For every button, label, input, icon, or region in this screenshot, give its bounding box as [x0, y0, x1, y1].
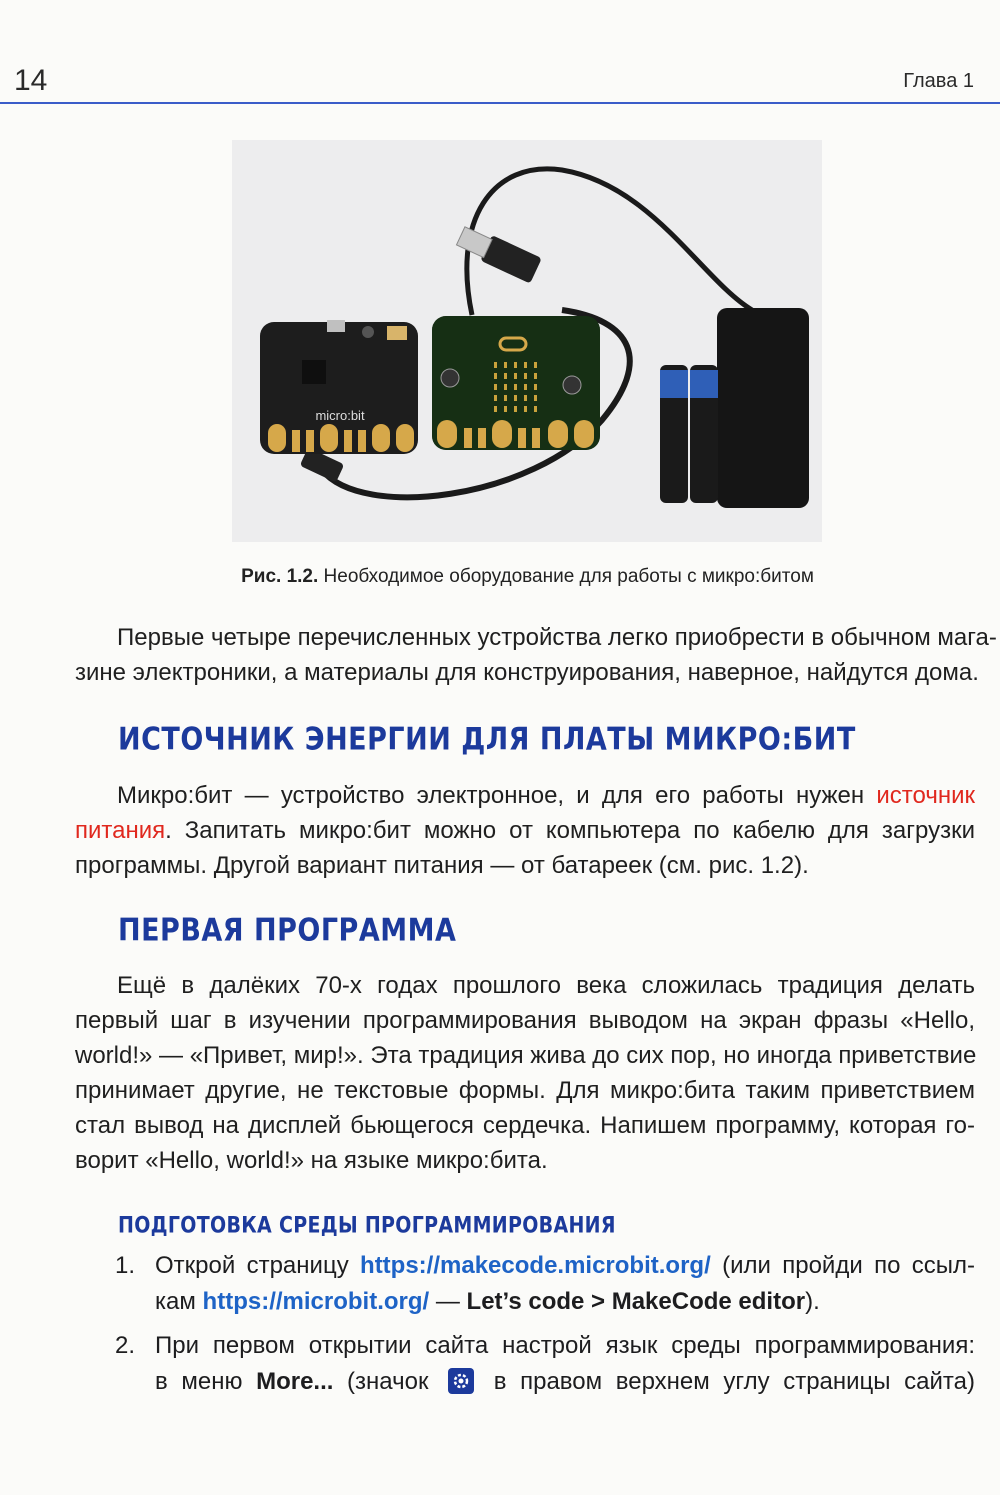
gear-icon [448, 1368, 474, 1394]
subsection-heading: ПОДГОТОВКА СРЕДЫ ПРОГРАММИРОВАНИЯ [118, 1213, 616, 1239]
text-line [75, 813, 975, 848]
text-line: принимает другие, не текстовые формы. Для микро:бита таким приветствием [75, 1077, 975, 1104]
paragraph-intro [75, 620, 997, 690]
paragraph-power [75, 778, 975, 883]
section-heading-first-program: ПЕРВАЯ ПРОГРАММА [118, 913, 457, 949]
led [504, 362, 507, 368]
board-label: micro:bit [315, 408, 365, 423]
text-span: ). [805, 1288, 820, 1315]
text-line: ворит «Hello, world!» на языке микро:бита. [75, 1147, 548, 1174]
text-line [155, 1248, 975, 1284]
section-heading-power: ИСТОЧНИК ЭНЕРГИИ ДЛЯ ПЛАТЫ МИКРО:БИТ [118, 722, 856, 758]
text-line: стал вывод на дисплей бьющегося сердечка. Напишем программу, которая го- [75, 1112, 975, 1139]
text-line: первый шаг в изучении программирования выводом на экран фразы «Hello, [75, 1007, 975, 1034]
header-rule [0, 102, 1000, 104]
led [514, 362, 517, 368]
list-item [75, 1328, 975, 1400]
microbit-link[interactable]: https://microbit.org/ [202, 1288, 430, 1315]
text-line [155, 1284, 975, 1320]
led [494, 373, 497, 379]
text-line: программы. Другой вариант питания — от батареек (см. рис. 1.2). [75, 852, 809, 879]
text-line: зине электроники, а материалы для конструирования, наверное, найдутся дома. [75, 659, 979, 686]
text-span: Открой страницу [155, 1252, 361, 1279]
led [524, 384, 527, 390]
led [534, 373, 537, 379]
makecode-link[interactable]: https://makecode.microbit.org/ [360, 1252, 711, 1279]
led [494, 362, 497, 368]
caption-text: Необходимое оборудование для работы с микро:битом [318, 566, 814, 587]
led [504, 406, 507, 412]
led [494, 406, 497, 412]
menu-path: Let’s code > MakeCode editor [466, 1288, 806, 1315]
menu-name: More... [256, 1368, 334, 1395]
text-line: Ещё в далёких 70-х годах прошлого века сложилась традиция делать [117, 972, 975, 999]
led [524, 362, 527, 368]
chapter-title: Глава 1 [903, 70, 974, 92]
microbit-board-back [260, 320, 418, 454]
led [514, 395, 517, 401]
text-span: кам [155, 1288, 203, 1315]
text-line: Первые четыре перечисленных устройства легко приобрести в обычном мага- [117, 624, 997, 651]
led [514, 406, 517, 412]
highlight-term: питания [75, 817, 166, 844]
text-span: (значок [333, 1368, 443, 1395]
led [524, 406, 527, 412]
led [524, 373, 527, 379]
figure-caption [0, 566, 1000, 588]
list-item [75, 1248, 975, 1320]
led [494, 384, 497, 390]
text-line: world!» — «Привет, мир!». Эта традиция жива до сих пор, но иногда приветствие [75, 1042, 977, 1069]
led [534, 384, 537, 390]
paragraph-first-program [75, 968, 975, 1178]
list-number: 2. [115, 1332, 136, 1359]
list-number: 1. [115, 1252, 136, 1279]
hardware-photo [232, 140, 822, 542]
led [504, 384, 507, 390]
text-line: При первом открытии сайта настрой язык среды программирования: [155, 1332, 975, 1359]
led [534, 395, 537, 401]
text-span: Микро:бит — устройство электронное, и для его работы нужен [117, 782, 877, 809]
text-span: . Запитать микро:бит можно от компьютера по кабелю для загрузки [165, 817, 975, 844]
steps-list [75, 1248, 975, 1400]
page-number: 14 [14, 64, 48, 97]
caption-label: Рис. 1.2. [241, 566, 319, 587]
text-span: в меню [155, 1368, 257, 1395]
highlight-term: источник [876, 782, 975, 809]
text-span: — [429, 1288, 467, 1315]
led [514, 373, 517, 379]
text-span: (или пройди по ссыл- [710, 1252, 975, 1279]
led [504, 373, 507, 379]
text-line [75, 778, 975, 813]
led [494, 395, 497, 401]
led [524, 395, 527, 401]
led [534, 362, 537, 368]
text-line [155, 1364, 975, 1400]
led [504, 395, 507, 401]
led [514, 384, 517, 390]
text-span: в правом верхнем углу страницы сайта) [480, 1368, 975, 1395]
led [534, 406, 537, 412]
microbit-board-front [432, 316, 600, 450]
